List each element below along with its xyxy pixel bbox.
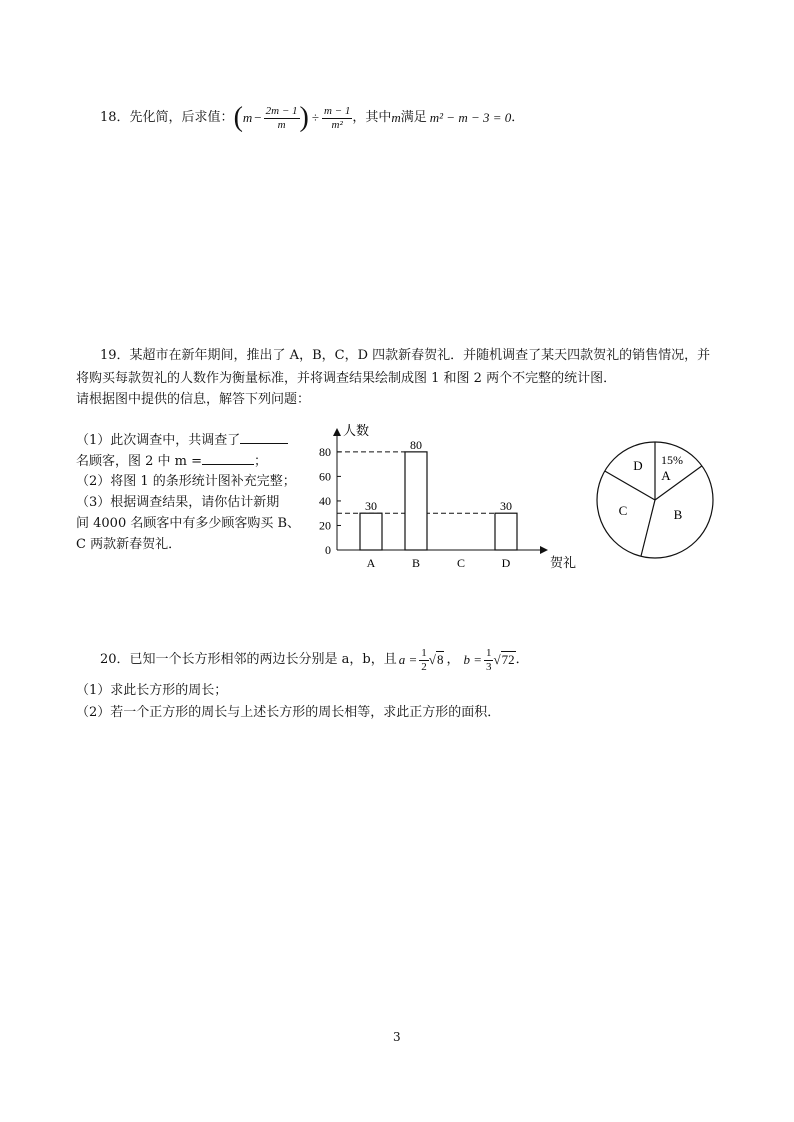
q20-a-eq: a =	[398, 652, 418, 667]
q20-b-denominator: 3	[485, 660, 492, 673]
page-number: 3	[393, 1030, 401, 1044]
question-18	[100, 103, 524, 133]
x-tick-label-A: A	[366, 556, 376, 570]
y-tick-label: 0	[325, 543, 331, 557]
pie-percent-label-A: 15%	[661, 453, 683, 467]
question-20	[100, 643, 529, 677]
q19-sub1c: ；	[254, 454, 268, 469]
q18-cond-a: ，其中	[352, 110, 392, 125]
y-axis-label: 人数	[343, 423, 370, 438]
q18-divide: ÷	[311, 110, 319, 125]
bar-value-label-A: 30	[365, 499, 377, 514]
q20-sub2: （2）若一个正方形的周长与上述长方形的周长相等，求此正方形的面积．	[76, 705, 501, 720]
q20-b-sqrt: √72	[493, 652, 515, 667]
x-tick-label-C: C	[456, 556, 466, 570]
q18-f1-numerator: 2m − 1	[265, 104, 298, 117]
y-tick-label: 20	[319, 518, 331, 533]
q20-a-numerator: 1	[421, 646, 427, 659]
q19-sub1a: （1）此次调查中，共调查了	[76, 433, 241, 448]
pie-label-A: A	[661, 468, 671, 483]
q18-number: 18．	[100, 110, 130, 125]
q18-end: ．	[511, 110, 525, 125]
q20-sub1: （1）求此长方形的周长；	[76, 683, 228, 698]
q20-a-fraction	[419, 647, 429, 674]
answer-blank-m[interactable]	[202, 452, 254, 465]
q20-b-eq: b =	[463, 652, 482, 667]
q19-line1-text: 某超市在新年期间，推出了 A，B，C，D 四款新春贺礼．并随机调查了某天四款贺礼的销售情况，并	[129, 348, 711, 363]
bar-B	[405, 452, 427, 550]
q18-equation: m² − m − 3 = 0	[429, 110, 512, 125]
q20-number: 20．	[100, 652, 130, 667]
q19-sub1-line-b	[76, 452, 267, 471]
x-tick-label-D: D	[501, 556, 511, 570]
q18-cond-m: m	[391, 110, 401, 125]
q20-b-radicand: 72	[501, 652, 515, 667]
q18-minus: −	[254, 110, 262, 125]
q20-a-sqrt: √8	[428, 652, 444, 667]
bar-value-label-D: 30	[500, 499, 512, 514]
q20-lead: 已知一个长方形相邻的两边长分别是 a，b，且	[129, 652, 397, 667]
q18-m: m	[242, 110, 253, 125]
x-tick-label-B: B	[411, 556, 421, 570]
y-tick-label: 80	[319, 444, 331, 459]
left-paren: (	[233, 102, 243, 133]
q19-number: 19．	[100, 348, 130, 363]
q20-a-radicand: 8	[436, 652, 444, 667]
q18-fraction-1	[264, 105, 300, 132]
q19-line-3: 请根据图中提供的信息，解答下列问题：	[76, 392, 311, 407]
x-axis-label: 贺礼	[550, 555, 577, 570]
q19-sub3-line-c: C 两款新春贺礼．	[76, 537, 182, 552]
pie-label-C: C	[618, 503, 628, 518]
q18-cond-b: 满足	[400, 110, 427, 125]
q18-fraction-2	[322, 105, 352, 132]
q18-f1-denominator: m	[277, 118, 286, 131]
bar-chart	[310, 418, 580, 578]
bar-value-label-B: 80	[410, 437, 422, 452]
q20-b-fraction	[484, 647, 494, 674]
q19-sub1b: 名顾客，图 2 中 m =	[76, 454, 203, 469]
y-tick-label: 60	[319, 469, 331, 484]
q19-line-1	[100, 347, 710, 365]
answer-blank-total[interactable]	[240, 431, 288, 444]
y-tick-label: 40	[319, 493, 331, 508]
q18-f2-numerator: m − 1	[323, 104, 351, 117]
pie-label-B: B	[673, 507, 683, 522]
q20-b-numerator: 1	[485, 646, 492, 659]
bar-A	[360, 513, 382, 550]
q19-sub3-line-a: （3）根据调查结果，请你估计新期	[76, 495, 280, 510]
q19-sub1-line-a	[76, 431, 288, 450]
q18-f2-denominator: m²	[331, 118, 343, 131]
q20-a-denominator: 2	[421, 660, 427, 673]
q20-sep: ，	[446, 652, 460, 667]
pie-chart	[590, 435, 720, 565]
q19-line-2: 将购买每款贺礼的人数作为衡量标准，并将调查结果绘制成图 1 和图 2 两个不完整的统计图．	[76, 371, 617, 386]
q19-sub3-line-b: 间 4000 名顾客中有多少顾客购买 B、	[76, 516, 301, 531]
q18-lead: 先化简，后求值：	[129, 110, 234, 125]
q20-end: ．	[515, 652, 529, 667]
bar-D	[495, 513, 517, 550]
pie-label-D: D	[633, 458, 643, 473]
right-paren: )	[299, 102, 309, 133]
q19-sub2: （2）将图 1 的条形统计图补充完整；	[76, 474, 296, 489]
